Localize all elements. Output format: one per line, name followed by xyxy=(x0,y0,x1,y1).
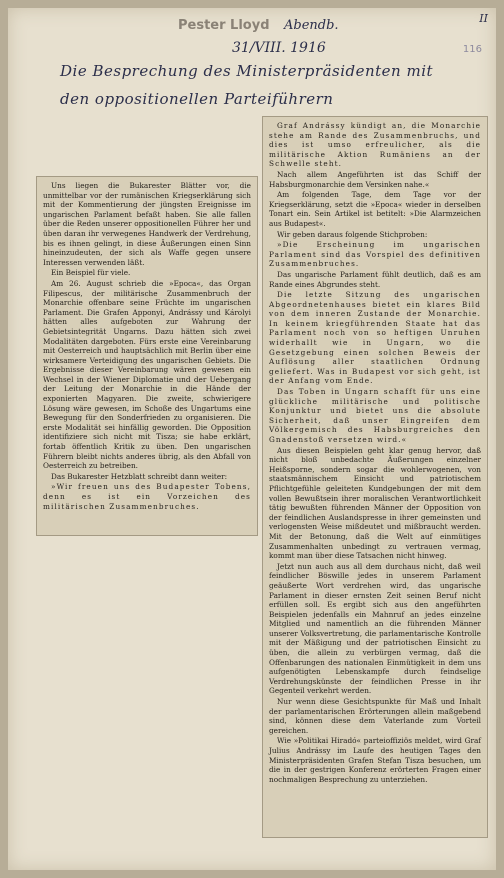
article-paragraph: Das ungarische Parlament fühlt deutlich, daß es am Rande eines Abgrundes steht. xyxy=(269,269,481,289)
article-paragraph: Am folgenden Tage, dem Tage vor der Kriegserklärung, setzt die »Epoca« wieder in derselben Tonart ein. Sein Artikel ist betitelt: »Die Alarmzeichen aus Budapest«. xyxy=(269,190,481,228)
article-paragraph: Ein Beispiel für viele. xyxy=(51,268,131,278)
newspaper-masthead: Pester Lloyd xyxy=(178,18,270,33)
handwritten-page-marker: II xyxy=(479,12,488,25)
pencil-archive-number: 116 xyxy=(462,44,482,55)
archive-sheet xyxy=(8,8,496,870)
article-paragraph: Aus diesen Beispielen geht klar genug hervor, daß nicht bloß unbedachte Äußerungen einzelner Heißsporne, sondern sogar die wohlerwogenen, von staatsmännischem Einsicht und patriotischem Pflichtgefühle geleiteten Kundgebungen der mit dem vollen Bewußtsein ihrer moralischen Verantwortlichkeit tätig bewußten führenden Männer der Opposition von der feindlichen Auslandspresse in ihrer gemeinsten und verlogensten Weise mißdeutet und mißbraucht werden. Mit der Betonung, daß die Welt auf einmütiges Zusammenhalten unbedingt zu vertrauen vermag, kommt man über diese Tatsachen nicht hinweg. xyxy=(269,445,481,561)
handwritten-date: 31/VIII. 1916 xyxy=(232,40,326,56)
article-paragraph: Jetzt nun auch aus all dem durchaus nicht, daß weil feindlicher Böswille jedes in unserem Parlament geäußerte Wort verdrehen wird, das ungarische Parlament in dieser ernsten Zeit seinen Beruf nicht erfüllen soll. Es ergibt sich aus den angeführten Beispielen jedenfalls ein Mahnruf an jedes einzelne Mitglied und namentlich an die führenden Männer unserer Volksvertretung, die parlamentarische Kontrolle mit der Mäßigung und der patriotischen Einsicht zu üben, die allein zu verbürgen vermag, daß die Offenbarungen des nationalen Einmütigkeit in dem uns aufgenötigten Lebenskampfe durch feindselige Verdrehungskünste der feindlichen Presse in ihr Gegenteil verkehrt werden. xyxy=(269,561,481,696)
handwritten-edition-note: Abendb. xyxy=(284,18,339,33)
article-paragraph: Uns liegen die Bukarester Blätter vor, die unmittelbar vor der rumänischen Kriegserklärung sich mit der Kommentierung der jüngsten Ereignisse im ungarischen Parlament befaßt haben. Sie alle fallen über die Reden unserer oppositionellen Führer her und üben daran ihr verwegenes Handwerk der Verdrehung, bis es ihnen gelingt, in diese Äußerungen einen Sinn hineinzudeuten, der sich als Waffe gegen unsere Interessen verwenden läßt. xyxy=(43,181,251,267)
article-quote: Graf Andrássy kündigt an, die Monarchie stehe am Rande des Zusammenbruchs, und dies ist umso erfreulicher, als die militärische Aktion Rumäniens an der Schwelle steht. xyxy=(269,121,481,169)
article-paragraph: Nur wenn diese Gesichtspunkte für Maß und Inhalt der parlamentarischen Erörterungen allein maßgebend sind, können diese dem Vaterlande zum Vorteil gereichen. xyxy=(269,697,481,735)
newspaper-clipping-right xyxy=(262,116,488,838)
article-paragraph: Wir geben daraus folgende Stichproben: xyxy=(277,229,428,239)
article-paragraph: Wie »Politikai Hiradó« parteioffiziös meldet, wird Graf Julius Andrássy im Laufe des heutigen Tages den Ministerpräsidenten Grafen Stefan Tisza besuchen, um die in der gestrigen Konferenz erörterten Fragen einer nochmaligen Besprechung zu unterziehen. xyxy=(269,736,481,784)
article-paragraph: Am 26. August schrieb die »Epoca«, das Organ Filipescus, der militärische Zusammenbruch der Monarchie offenbare seine Früchte im ungarischen Parlament. Die Grafen Apponyi, Andrássy und Károlyi hätten alles aufgeboten zur Wahrung der Gebietsintegrität Ungarns. Dazu hätten sich zwei Modalitäten dargeboten. Fürs erste eine Vereinbarung mit Oesterreich und hauptsächlich mit Berlin über eine wirksamere Verteidigung des ungarischen Gebiets. Die Ergebnisse dieser Vereinbarung wären gewesen ein Wechsel in der Wiener Diplomatie und der Uebergang der Leitung der Monarchie in die Hände der exponierten Magyaren. Die zweite, schwierigere Lösung wäre gewesen, im Schoße des Ungartums eine Bewegung für den Sonderfrieden zu organisieren. Die erste Modalität sei hinfällig geworden. Die Opposition identifiziere sich nicht mit Tisza; sie habe erklärt, fortab öffentlich Kritik zu üben. Den ungarischen Führern bleibt nichts anderes übrig, als den Abfall von Oesterreich zu betreiben. xyxy=(43,278,251,471)
article-paragraph: Das Bukarester Hetzblatt schreibt dann weiter: xyxy=(51,471,228,481)
article-quote: »Die Erscheinung im ungarischen Parlament sind das Vorspiel des definitiven Zusammenbruches. xyxy=(269,240,481,269)
handwritten-title-line-2: den oppositionellen Parteiführern xyxy=(60,90,334,108)
newspaper-clipping-left xyxy=(36,176,258,536)
handwritten-title-line-1: Die Besprechung des Ministerpräsidenten mit xyxy=(60,62,434,80)
article-quote: Die letzte Sitzung des ungarischen Abgeordnetenhauses bietet ein klares Bild von dem inneren Zustande der Monarchie. In keinem kriegführenden Staate hat das Parlament noch von so heftigen Unruhen widerhallt wie in Ungarn, wo die Gesetzgebung einen solchen Beweis der Auflösung aller staatlichen Ordnung geliefert. Was in Budapest vor sich geht, ist der Anfang vom Ende. xyxy=(269,290,481,386)
article-quote: Das Toben in Ungarn schafft für uns eine glückliche militärische und politische Konjunktur und bietet uns die absolute Sicherheit, daß unser Eingreifen dem Völkergemisch des Habsburgreiches den Gnadenstoß versetzen wird.« xyxy=(269,387,481,444)
article-quote: »Wir freuen uns des Budapester Tobens, denn es ist ein Vorzeichen des militärischen Zusammenbruches. xyxy=(43,482,251,511)
article-paragraph: Nach allem Angeführten ist das Schiff der Habsburgmonarchie dem Versinken nahe.« xyxy=(269,169,481,189)
